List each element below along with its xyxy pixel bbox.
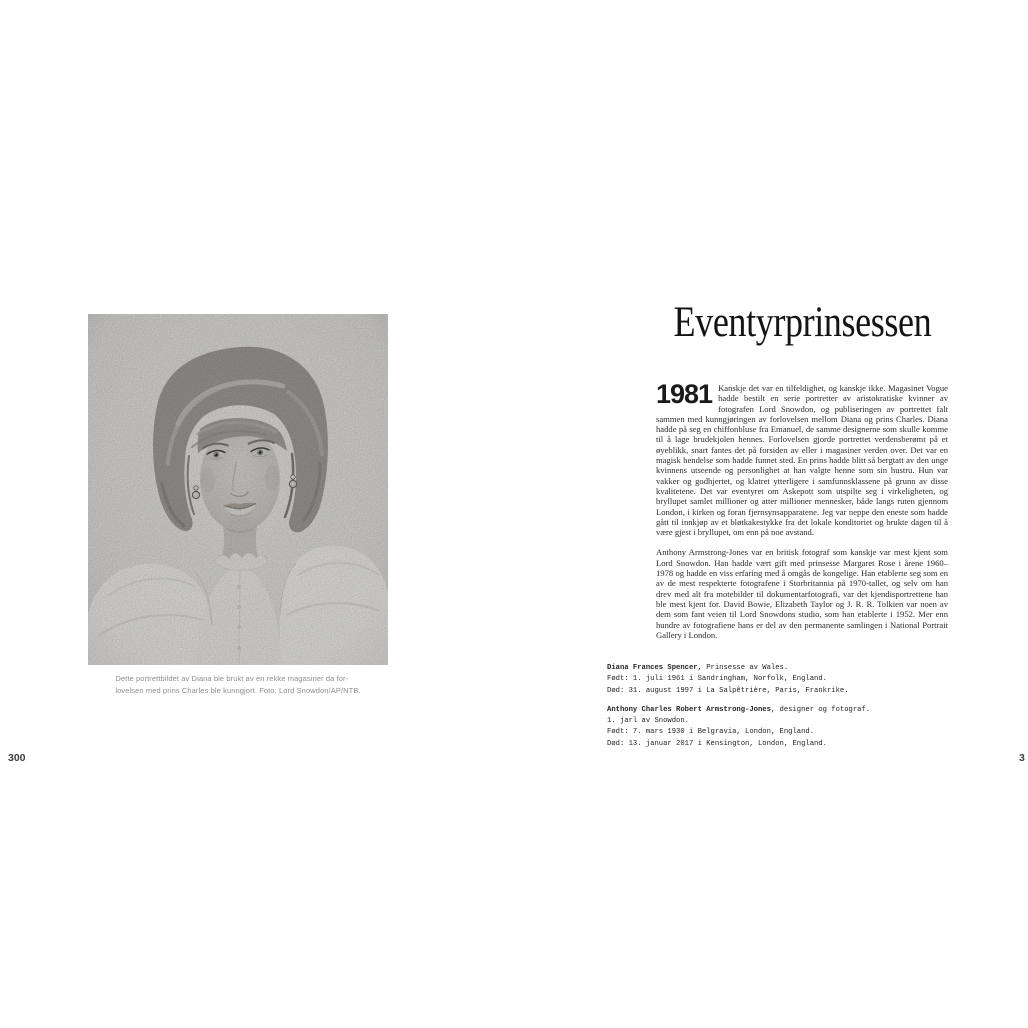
diana-portrait-photo <box>88 314 388 665</box>
bio-aj-title-line <box>607 705 967 716</box>
bio-diana-title-line <box>607 663 967 674</box>
photo-caption <box>88 673 388 698</box>
bio-block <box>607 663 967 750</box>
bio-aj-born: Født: 7. mars 1930 i Belgravia, London, England. <box>607 728 815 737</box>
intro-paragraph-text: Kanskje det var en tilfeldighet, og kanskje ikke. Magasinet Vogue hadde bestilt en serie portretter av aristokratiske kvinner av fotografen Lord Snowdon, og publiseringen av portrettet falt sammen med kunngjøringen av forlovelsen mellom Diana og prins Charles. Diana hadde på seg en chiffonbluse fra Emanuel, de samme designerne som skulle komme til å lage brudekjolen hennes. Forlovelsen gjorde portrettet verdensberømt på et øyeblikk, snart fantes det på forsiden av eller i magasiner verden over. Det var en magisk hendelse som hadde funnet sted. En prins hadde blitt så bergtatt av den unge kvinnens utseende og personlighet at han valgte henne som sin hustru. Hun var vakker og godhjertet, og klatret ytterligere i samfunnsklassene på grunn av disse kvalitetene. Det var eventyret om Askepott som utspilte seg i virkeligheten, og bryllupet samlet millioner og atter millioner mennesker, både langs ruten gjennom London, i kirken og foran fjernsynsapparatene. Jeg var neppe den eneste som hadde gått til innkjøp av et bløtkakestykke fra det lokale konditoriet og brukte dagen til å være gjest i bryllupet, om enn på noe avstand. <box>656 383 948 538</box>
bio-diana-role: , Prinsesse av Wales. <box>697 664 789 672</box>
bio-diana-died: Død: 31. august 1997 i La Salpêtrière, Paris, Frankrike. <box>607 686 849 695</box>
second-paragraph: Anthony Armstrong-Jones var en britisk fotograf som kanskje var mest kjent som Lord Snowdon. Han hadde vært gift med prinsesse Margaret Rose i årene 1960–1978 og hadde en viss erfaring med å omgås de kongelige. Han etablerte seg som en av de mest respekterte fotografene i Storbritannia på 1970-tallet, og selv om han drev med alt fra motebilder til dokumentarfotografi, var det kjendisportrettene han ble mest kjent for. David Bowie, Elizabeth Taylor og J. R. R. Tolkien var noen av dem som fant veien til Lord Snowdons studio, som han etablerte i 1952. Mer enn hundre av fotografiene hans er del av den permanente samlingen i National Portrait Gallery i London. <box>656 547 948 640</box>
bio-diana-name: Diana Frances Spencer <box>607 664 698 672</box>
right-page-text-column <box>656 300 948 640</box>
bio-aj-role: , designer og fotograf. <box>770 705 871 714</box>
bio-armstrong-jones <box>607 705 967 750</box>
body-text <box>656 379 948 640</box>
photo-caption-line-1: Dette portrettbildet av Diana ble brukt av en rekke magasiner da for- <box>115 674 349 683</box>
page-number-left: 300 <box>8 752 26 764</box>
diana-portrait-illustration <box>88 314 388 665</box>
bio-diana <box>607 663 967 697</box>
page-number-right: 3 <box>1019 752 1025 764</box>
bio-aj-earl: 1. jarl av Snowdon. <box>607 717 689 726</box>
photo-caption-line-2: lovelsen med prins Charles ble kunngjort. Foto: Lord Snowdon/AP/NTB. <box>115 685 361 695</box>
bio-aj-died: Død: 13. januar 2017 i Kensington, London, England. <box>607 739 827 748</box>
chapter-title: Eventyrprinsessen <box>673 299 931 346</box>
year-dropword: 1981 <box>656 379 713 409</box>
bio-aj-name: Anthony Charles Robert Armstrong-Jones <box>607 705 771 714</box>
bio-diana-born: Født: 1. juli 1961 i Sandringham, Norfolk, England. <box>607 675 827 684</box>
intro-paragraph <box>656 379 948 538</box>
